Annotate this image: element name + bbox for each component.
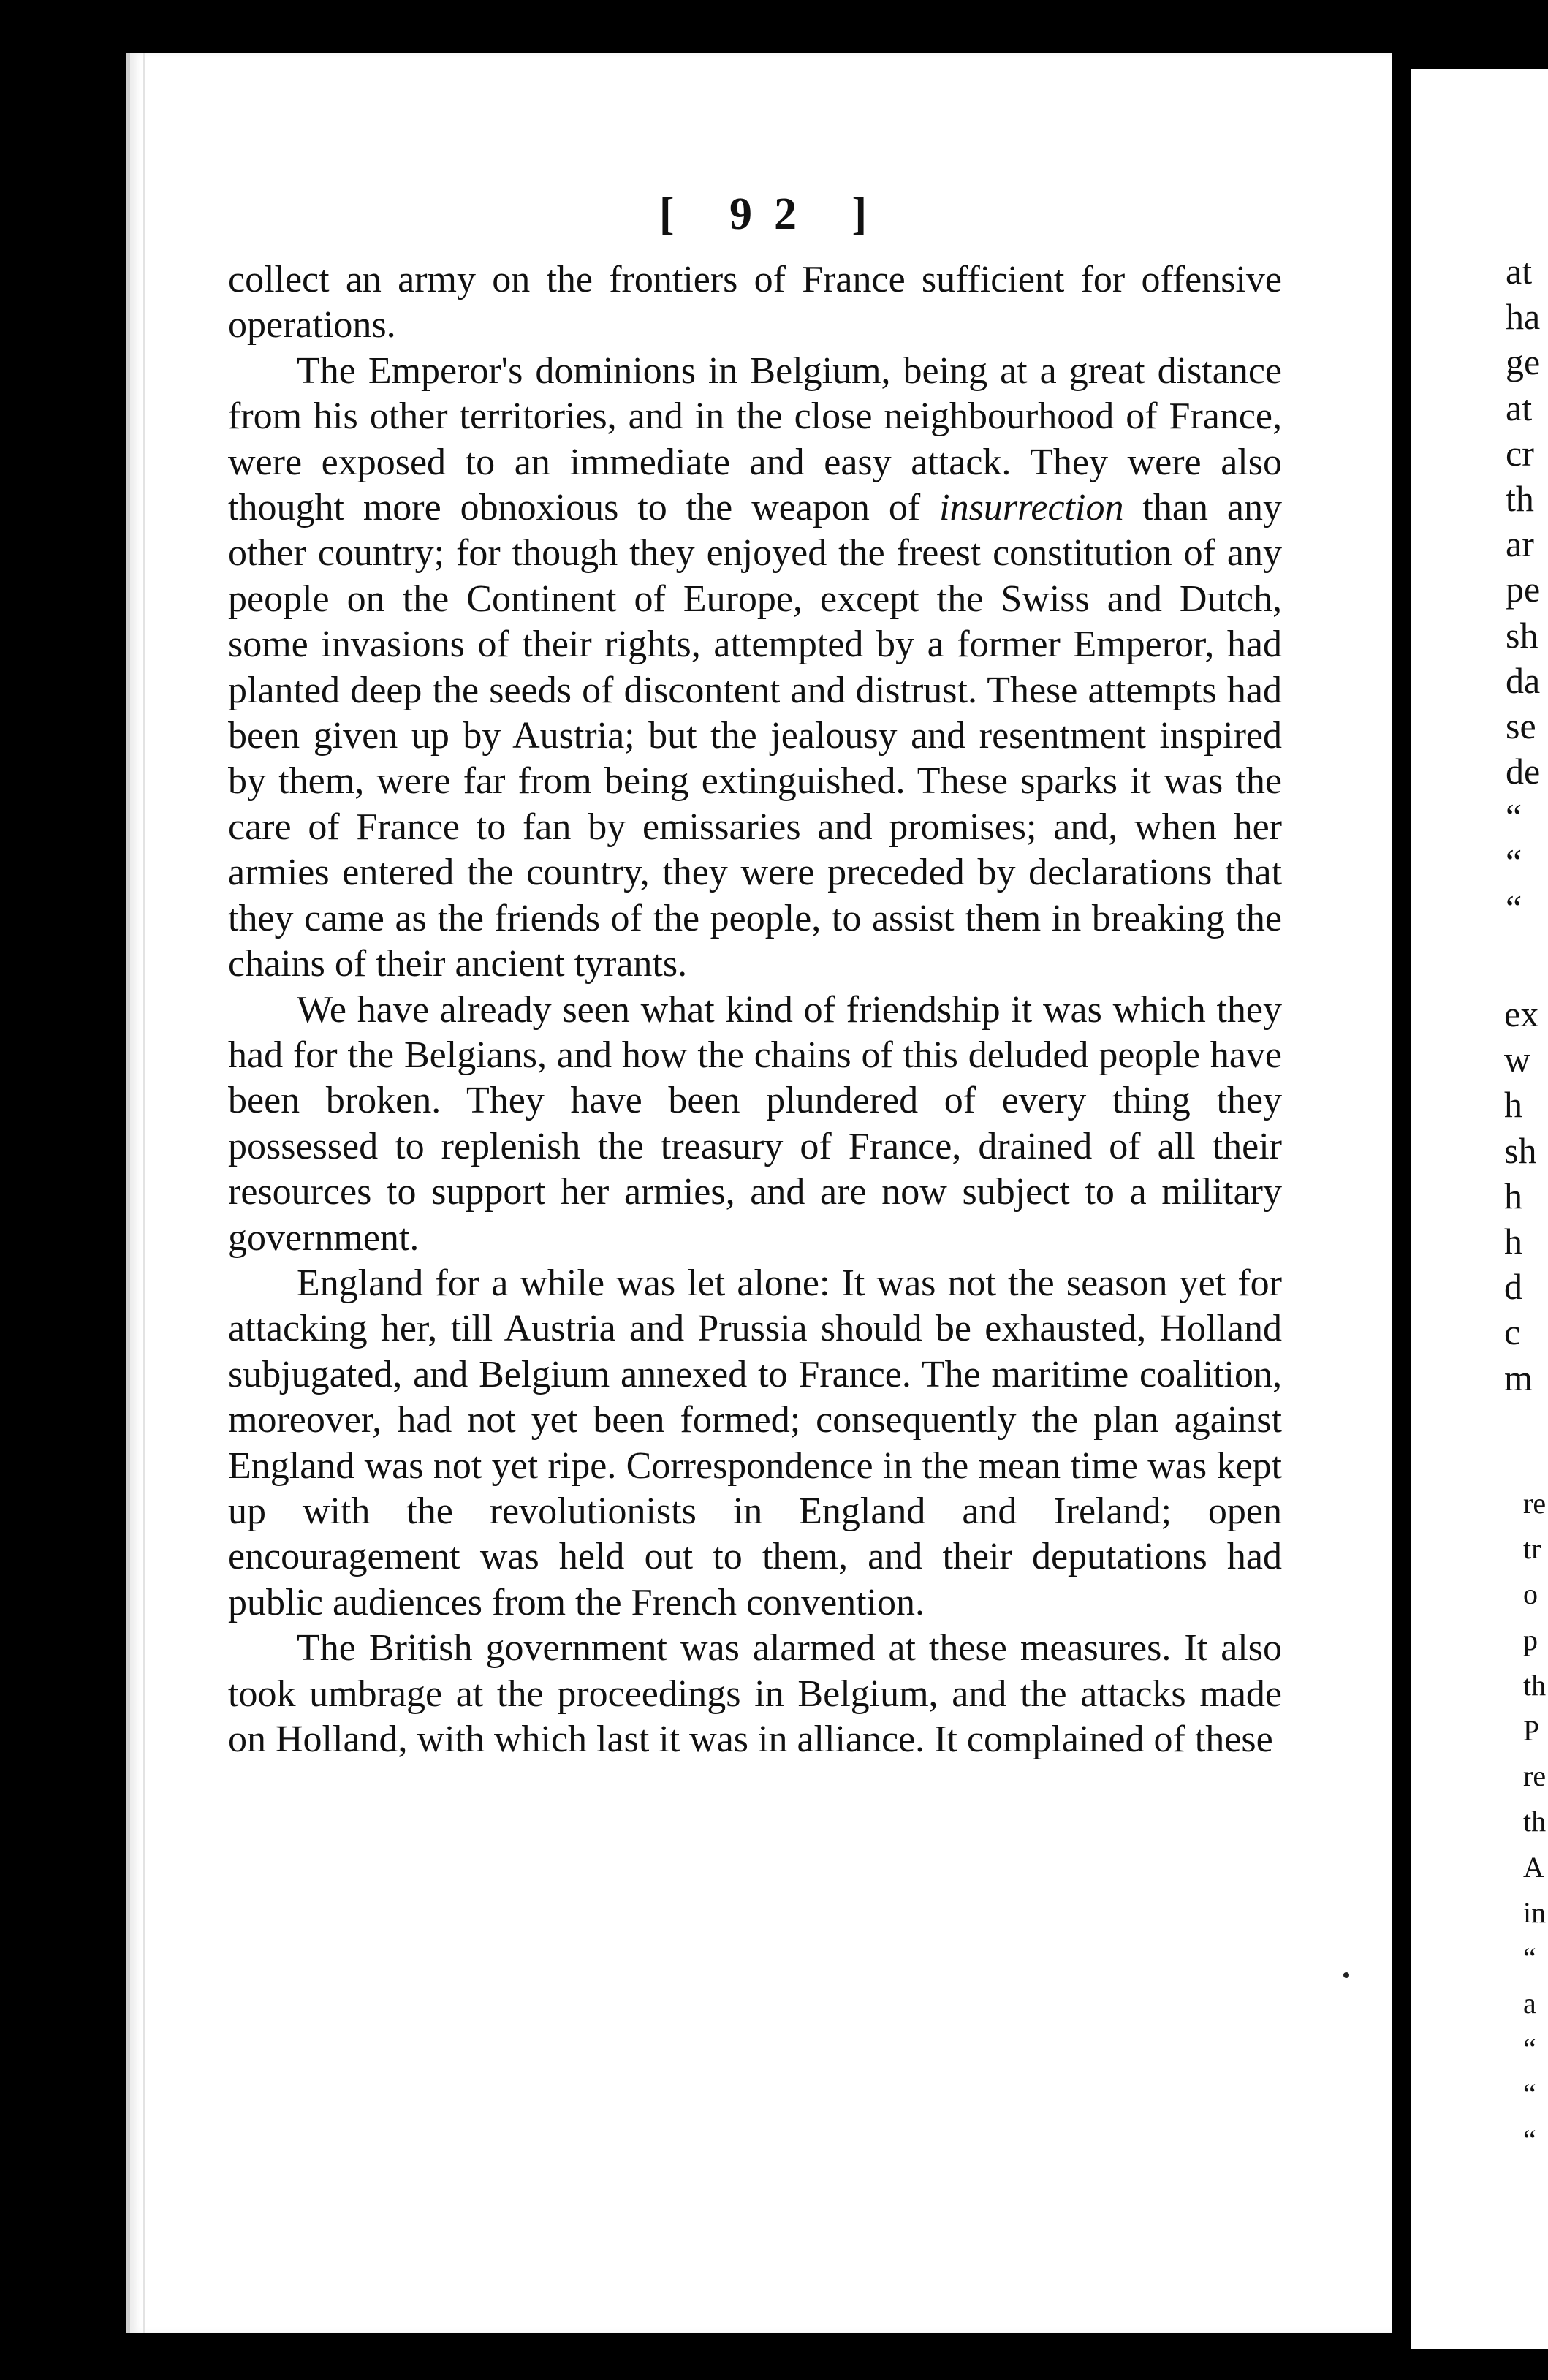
paragraph-5: The British government was alarmed at these measures. It also took umbrage at the proceedings in Belgium, and the attacks made on Holland, with which last it was in alliance. It complained of these xyxy=(228,1627,1282,1760)
body-text xyxy=(228,257,1282,1762)
right-page-fragment: “ xyxy=(1506,887,1522,928)
right-page-fragment: m xyxy=(1504,1357,1533,1398)
right-page-fragment: re xyxy=(1523,1487,1547,1520)
right-page-fragment: da xyxy=(1506,659,1541,701)
right-page-fragment: a xyxy=(1523,1987,1536,2020)
paragraph-1: collect an army on the frontiers of France sufficient for offensive operations. xyxy=(228,259,1282,346)
paragraph-4: England for a while was let alone: It was not the season yet for attacking her, till Austria and Prussia should be exhausted, Holland subjugated, and Belgium annexed to France. The maritime coalition, moreover, had not yet been formed; consequently the plan against England was not yet ripe. Correspondence in the mean time was kept up with the revolutionists in England and Ireland; open encouragement was held out to them, and their deputations had public audiences from the French convention. xyxy=(228,1262,1282,1623)
right-page-fragment: “ xyxy=(1523,2077,1536,2111)
right-page-fragment: ar xyxy=(1506,523,1534,565)
right-page-fragment: A xyxy=(1523,1850,1544,1884)
right-page-fragment: “ xyxy=(1506,796,1522,838)
right-page-text-fragments-c xyxy=(1523,1481,1548,2163)
paragraph-3: We have already seen what kind of friendship it was which they had for the Belgians, and how the chains of this deluded people have been broken. They have been plundered of every thing they possessed to replenish the treasury of France, drained of all their resources to support her armies, and are now subject to a military government. xyxy=(228,988,1282,1259)
right-page-fragment: pe xyxy=(1506,569,1541,610)
right-page-fragment: ha xyxy=(1506,296,1541,338)
right-page-fragment: o xyxy=(1523,1577,1538,1611)
right-page-fragment: w xyxy=(1504,1039,1531,1080)
right-page-fragment: “ xyxy=(1523,2123,1536,2156)
right-page-fragment: “ xyxy=(1506,841,1522,883)
right-page-fragment: tr xyxy=(1523,1532,1541,1566)
right-page-fragment: “ xyxy=(1523,1941,1536,1974)
paragraph-2-start: The Emperor's dominions in Belgium, being at a great distance from his other territories, and in the close neighbourhood of France, were exposed to an immediate and easy attack. They were also thought more obnoxious to the weapon of xyxy=(228,349,1282,529)
right-page-fragment: c xyxy=(1504,1311,1521,1353)
right-page-fragment: ge xyxy=(1506,341,1541,383)
right-page-fragment: h xyxy=(1504,1175,1522,1216)
right-page-fragment: th xyxy=(1506,477,1534,519)
right-page-fragment: in xyxy=(1523,1895,1547,1929)
paragraph-2-end: than any other country; for though they enjoyed the freest constitution of any people on the Continent of Europe, except the Swiss and Dutch, some invasions of their rights, attempted by a former Emperor, had planted deep the seeds of discontent and distrust. These attempts had been given up by Austria; but the jealousy and resentment inspired by them, were far from being extinguished. These sparks it was the care of France to fan by emissaries and promises; and, when her armies entered the country, they were preceded by declarations that they came as the friends of the people, to assist them in breaking the chains of their ancient tyrants. xyxy=(228,487,1282,985)
right-page-fragment: h xyxy=(1504,1220,1522,1262)
right-page-fragment: p xyxy=(1523,1623,1538,1656)
right-page-fragment: de xyxy=(1506,751,1541,792)
right-page-fragment: se xyxy=(1506,705,1536,746)
right-page-fragment: at xyxy=(1506,251,1533,292)
page-number: [ 92 ] xyxy=(659,189,889,239)
right-page-fragment: P xyxy=(1523,1713,1540,1747)
page-edge xyxy=(143,53,145,2333)
right-page-fragment: d xyxy=(1504,1266,1522,1308)
right-page-fragment: cr xyxy=(1506,432,1534,474)
ink-speck xyxy=(1343,1972,1349,1978)
right-page-fragment: “ xyxy=(1523,2032,1536,2066)
paragraph-2 xyxy=(228,349,1282,988)
right-page-fragment: re xyxy=(1523,1759,1547,1793)
right-page-fragment: h xyxy=(1504,1084,1522,1126)
right-page-fragment: th xyxy=(1523,1668,1547,1702)
emphasized-word: insurrection xyxy=(939,487,1124,529)
right-page-text-fragments-b xyxy=(1504,991,1548,1401)
right-page-fragment: ex xyxy=(1504,993,1539,1034)
right-page-fragment: th xyxy=(1523,1805,1547,1838)
right-page-text-fragments-a xyxy=(1506,249,1548,931)
right-page-fragment: sh xyxy=(1506,614,1538,656)
right-page-fragment: sh xyxy=(1504,1129,1537,1171)
right-page-fragment: at xyxy=(1506,387,1533,428)
